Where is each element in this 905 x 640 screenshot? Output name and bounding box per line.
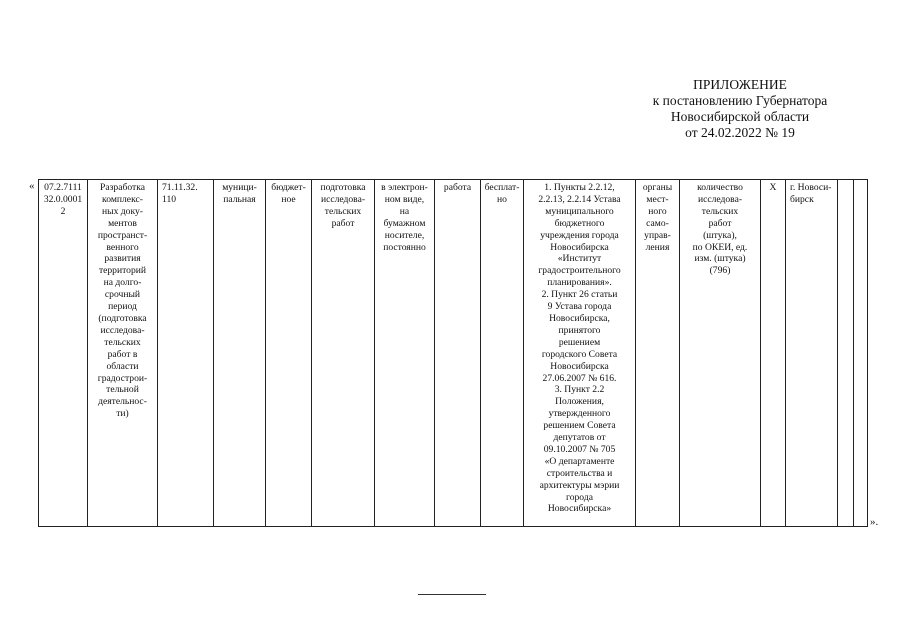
cell-payment — [480, 179, 523, 527]
cell-extra-2 — [853, 179, 868, 527]
appendix-title: ПРИЛОЖЕНИЕ — [693, 77, 787, 92]
opening-quote: « — [29, 180, 35, 192]
cell-authority — [635, 179, 679, 527]
work-content-text: подготовка исследова- тельских работ — [320, 182, 366, 229]
appendix-line-date: от 24.02.2022 № 19 — [685, 125, 795, 140]
cell-service-type — [213, 179, 265, 527]
cell-okved-code — [157, 179, 213, 527]
cell-kind — [434, 179, 480, 527]
closing-quote: ». — [870, 516, 879, 528]
okved-code-text: 71.11.32. 110 — [162, 182, 198, 205]
volume-indicator-text: количество исследова- тельских работ (штука), по ОКЕИ, ед. изм. (штука) (796) — [692, 182, 748, 277]
place-text: г. Новоси- бирск — [790, 182, 832, 205]
financing-text: бюджет- ное — [271, 182, 306, 205]
service-type-text: муници- пальная — [222, 182, 257, 205]
mark-text: Х — [769, 182, 777, 193]
cell-delivery-form — [374, 179, 434, 527]
appendix-line-decree: к постановлению Губернатора — [652, 93, 828, 108]
cell-registry-code — [38, 179, 87, 527]
appendix-header — [560, 77, 905, 141]
cell-work-name — [87, 179, 157, 527]
cell-legal-basis — [523, 179, 635, 527]
registry-code-text: 07.2.7111 32.0.0001 2 — [43, 182, 83, 217]
work-name-text: Разработка комплекс- ных доку- ментов пространст- венного развития территорий на долго- срочный период (подготовка исследова- тельских работ в области градострои- тельной деятельнос- ти) — [97, 182, 148, 420]
cell-place — [785, 179, 837, 527]
cell-mark — [760, 179, 785, 527]
payment-text: бесплат- но — [484, 182, 520, 205]
authority-text: органы мест- ного само- управ- ления — [642, 182, 673, 253]
appendix-line-region: Новосибирской области — [670, 109, 810, 124]
delivery-form-text: в электрон- ном виде, на бумажном носителе, постоянно — [381, 182, 428, 253]
cell-extra-1 — [837, 179, 853, 527]
cell-financing — [265, 179, 311, 527]
legal-basis-text: 1. Пункты 2.2.12, 2.2.13, 2.2.14 Устава муниципального бюджетного учреждения города Новосибирска «Институт градостроительного планирования». 2. Пункт 26 статьи 9 Устава города Новосибирска, принятого решением городского Совета Новосибирска 27.06.2007 № 616. 3. Пункт 2.2 Положения, утвержденного решением Совета депутатов от 09.10.2007 № 705 «О департаменте строительства и архитектуры мэрии города Новосибирска» — [538, 182, 621, 515]
cell-volume-indicator — [679, 179, 760, 527]
cell-work-content — [311, 179, 374, 527]
footer-divider — [418, 594, 486, 595]
kind-text: работа — [443, 182, 472, 193]
